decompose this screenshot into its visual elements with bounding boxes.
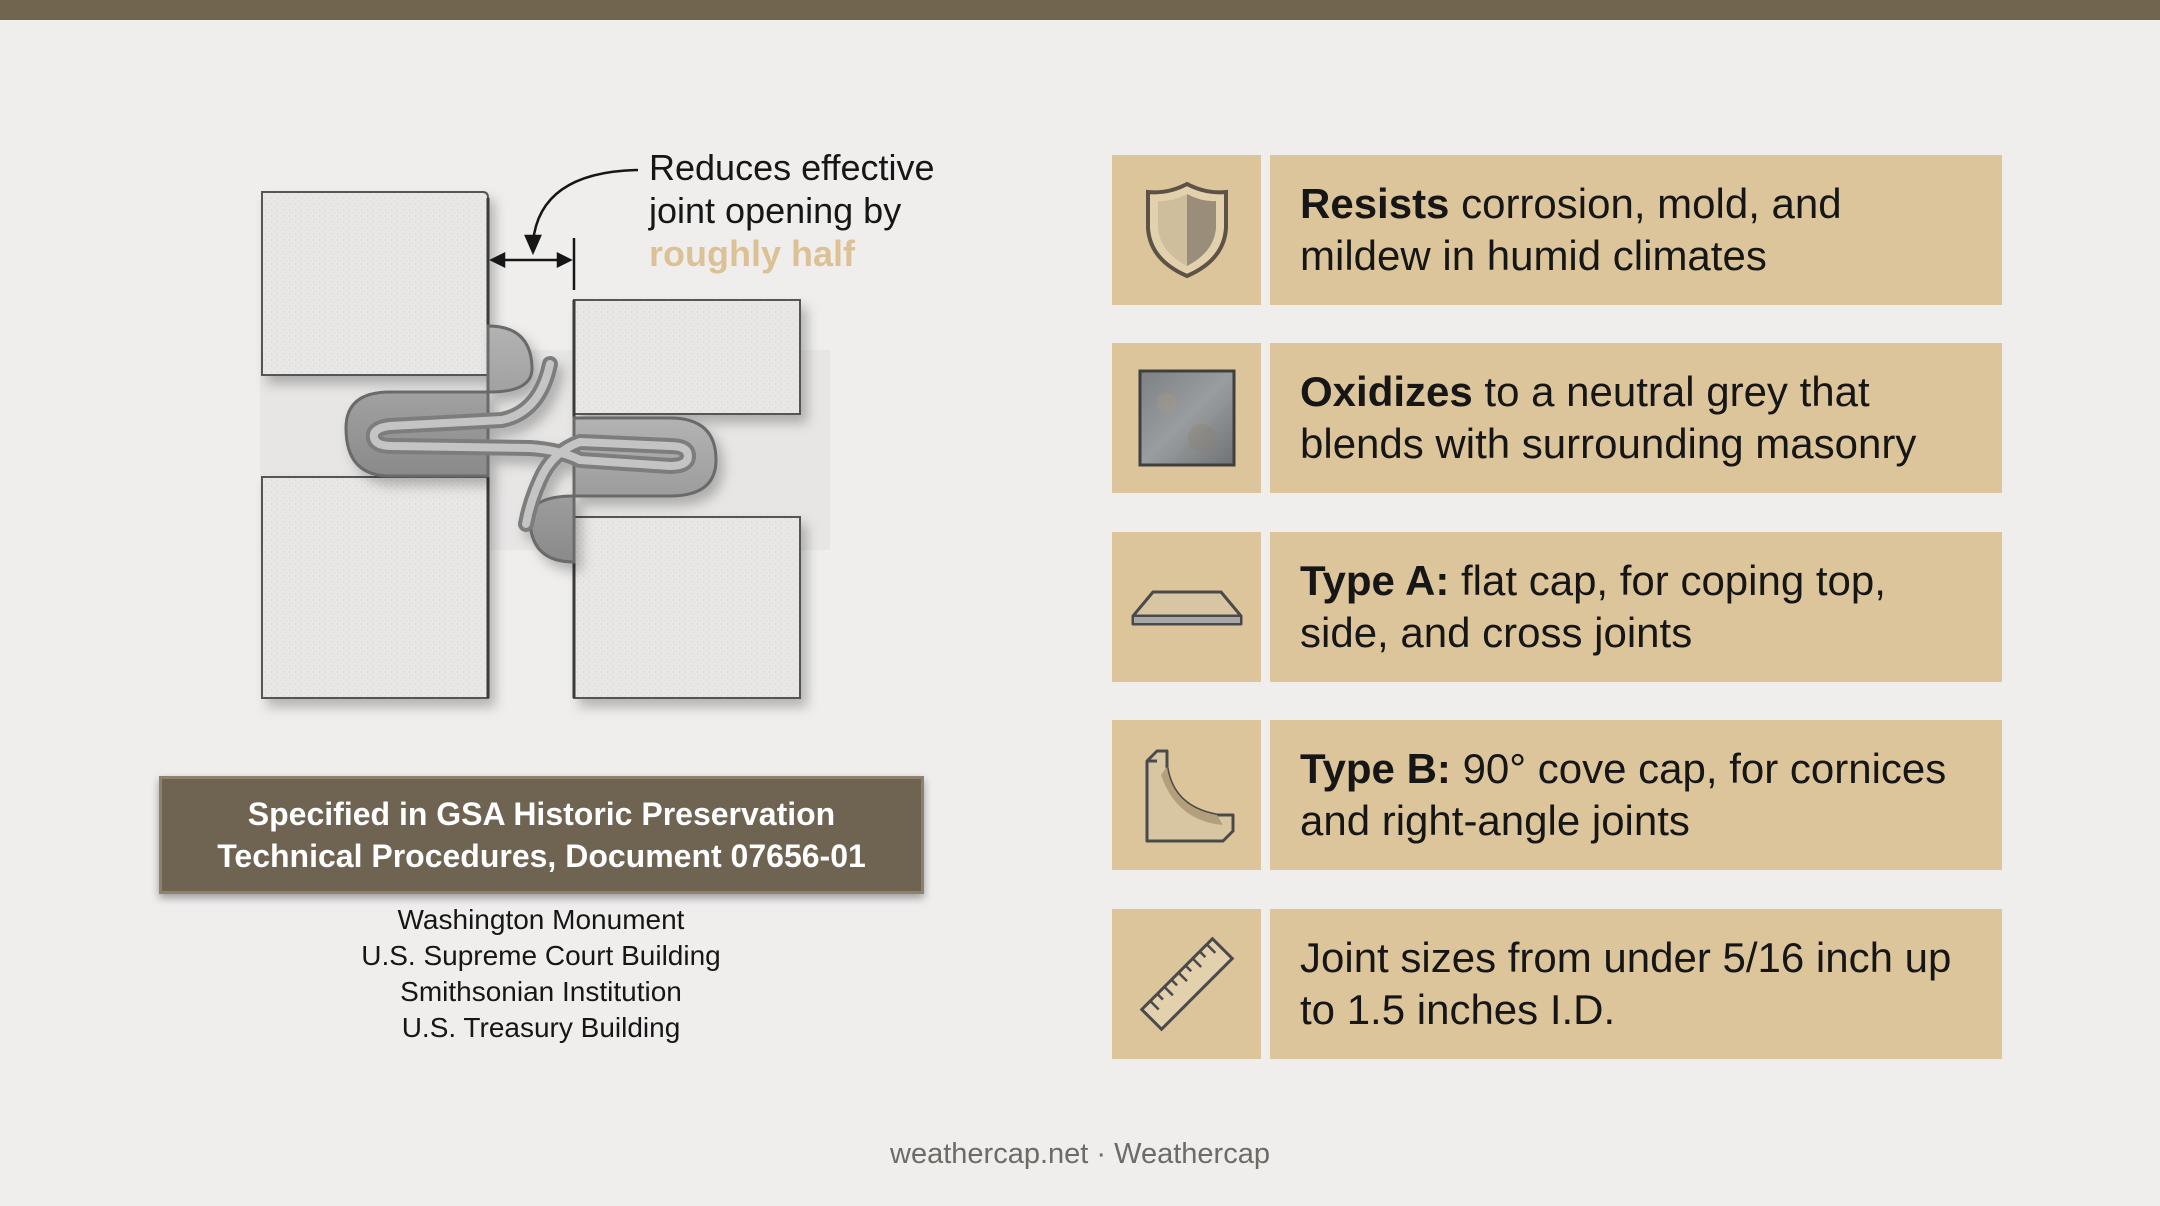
callout-arrow [526,170,638,252]
building-item: U.S. Supreme Court Building [361,940,721,971]
feature-rest: to a neutral grey that blends with surrounding masonry [1300,368,1917,467]
feature-rest: corrosion, mold, and mildew in humid climates [1300,180,1842,279]
plaque-line-2: Technical Procedures, Document 07656-01 [217,838,866,874]
feature-row-type-a [1112,532,2002,682]
flat-cap-icon [1129,582,1245,632]
shield-icon [1144,180,1230,280]
grey-swatch-icon [1137,368,1237,468]
feature-text [1300,932,1982,1036]
feature-row-oxidizes [1112,343,2002,493]
gsa-specification-plaque [159,776,924,894]
feature-text [1300,743,1982,847]
feature-rest: 90° cove cap, for cornices and right-angle joints [1300,745,1947,844]
joint-callout-text [649,146,935,275]
feature-row-joint-sizes [1112,909,2002,1059]
ruler-icon [1135,932,1239,1036]
building-item: U.S. Treasury Building [401,1012,681,1043]
feature-bold: Oxidizes [1300,368,1473,415]
feature-rest: Joint sizes from under 5/16 inch up to 1.5 inches I.D. [1300,934,1952,1033]
building-item: Smithsonian Institution [400,976,682,1007]
stone-block-upper-left [262,192,488,375]
callout-highlight: roughly half [649,233,855,274]
cove-cap-icon [1137,745,1237,845]
plaque-line-1: Specified in GSA Historic Preservation [247,796,836,832]
callout-line-1: Reduces effective [649,147,935,188]
feature-text [1300,555,1982,659]
top-accent-bar [0,0,2160,20]
stone-block-lower-left [262,477,488,698]
feature-bold: Type A: [1300,557,1450,604]
callout-line-2: joint opening by [649,190,902,231]
footer-credit: weathercap.net · Weathercap [890,1138,1270,1170]
feature-text [1300,366,1982,470]
feature-rest: flat cap, for coping top, side, and cross joints [1300,557,1886,656]
feature-bold: Resists [1300,180,1450,227]
stone-block-upper-right [574,300,800,414]
feature-bold: Type B: [1300,745,1451,792]
feature-row-corrosion [1112,155,2002,305]
building-item: Washington Monument [397,904,685,935]
feature-text [1300,178,1982,282]
feature-row-type-b [1112,720,2002,870]
notable-buildings-list [241,902,841,1046]
stone-block-lower-right [574,517,800,698]
